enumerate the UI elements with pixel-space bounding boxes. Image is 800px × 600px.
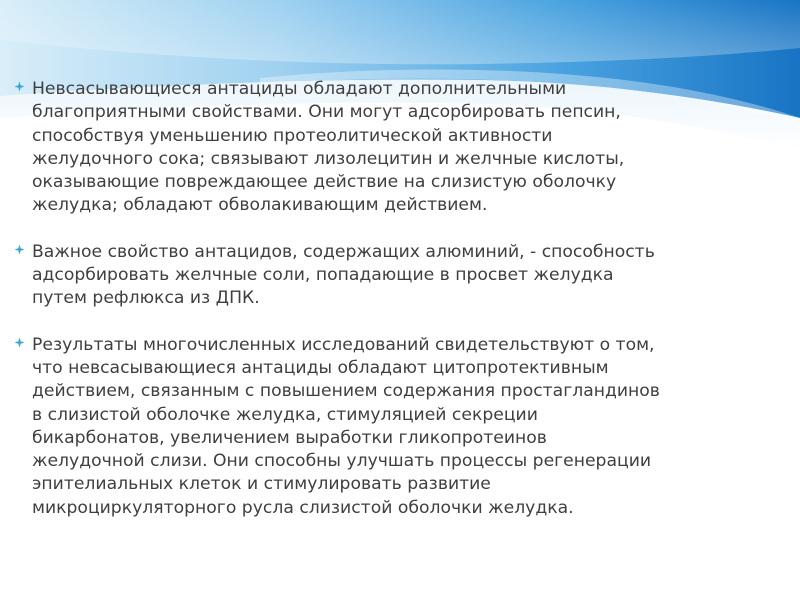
star-bullet-icon [14, 81, 25, 92]
bullet-list [14, 78, 784, 543]
star-bullet-icon [14, 337, 25, 348]
bullet-item [14, 334, 784, 520]
star-bullet-icon [14, 244, 25, 255]
bullet-text: Важное свойство антацидов, содержащих алюминий, - способность адсорбировать желчные соли, попадающие в просвет желудка путем рефлюкса из ДПК. [32, 241, 655, 309]
bullet-item [14, 241, 784, 311]
bullet-text: Невсасывающиеся антациды обладают дополнительными благоприятными свойствами. Они могут адсорбировать пепсин, способствуя уменьшению протеолитической активности желудочного сока; связывают лизолецитин и желчные кислоты, оказывающие повреждающее действие на слизистую оболочку желудка; обладают обволакивающим действием. [32, 79, 625, 216]
bullet-text: Результаты многочисленных исследований свидетельствуют о том, что невсасывающиеся антациды обладают цитопротективным действием, связанным с повышением содержания простагландинов в слизистой оболочке желудка, стимуляцией секреции бикарбонатов, увеличением выработки гликопротеинов желудочной слизи. Они способны улучшать процессы регенерации эпителиальных клеток и стимулировать развитие микроциркуляторного русла слизистой оболочки желудка. [32, 334, 660, 518]
bullet-item [14, 78, 784, 218]
